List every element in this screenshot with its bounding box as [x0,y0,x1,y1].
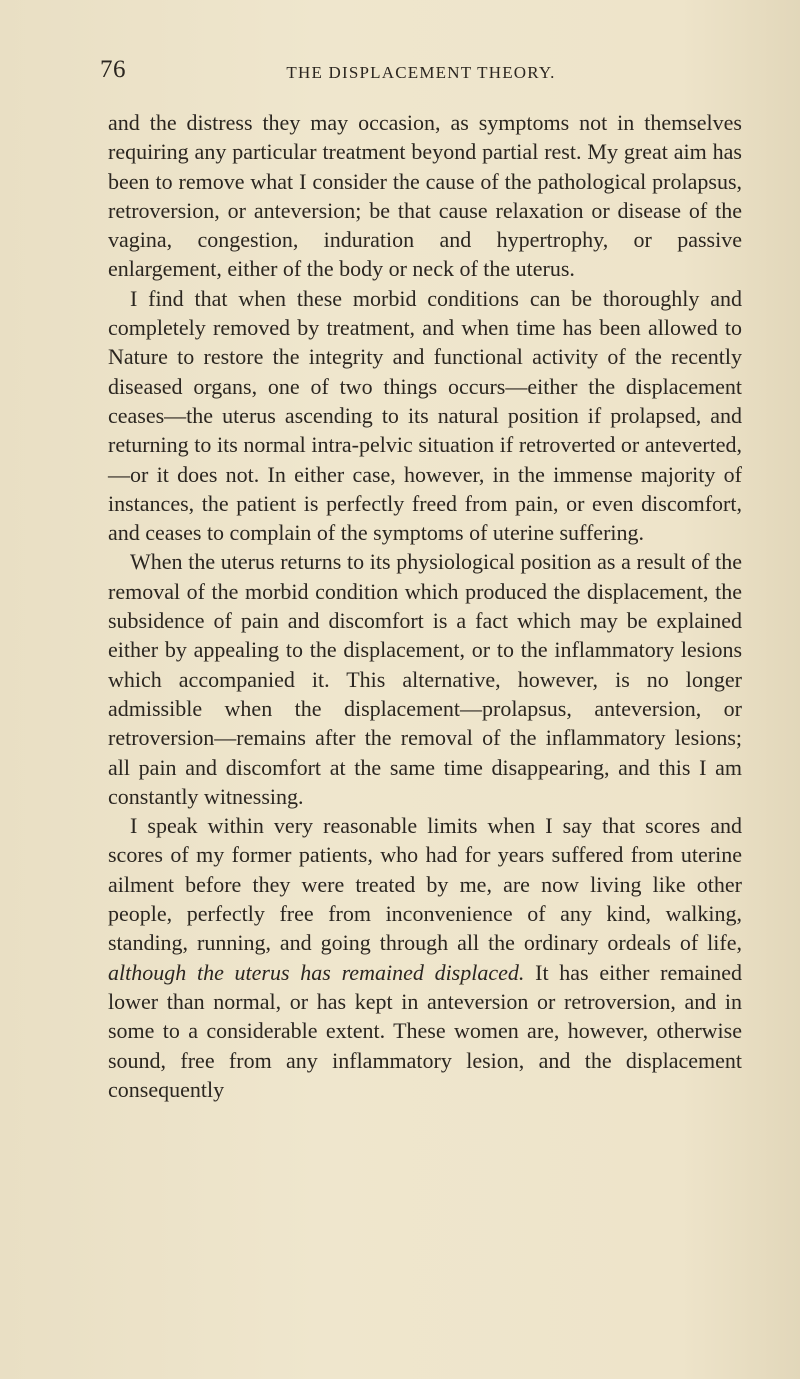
paragraph: When the uterus returns to its physiological position as a result of the removal of the morbid condition which produced the displacement, the subsidence of pain and discomfort is a fact which may be explained either by appealing to the displacement, or to the inflammatory lesions which accompanied it. This alternative, however, is no longer admissible when the displacement—prolapsus, anteversion, or retroversion—remains after the removal of the inflammatory lesions; all pain and discomfort at the same time disappearing, and this I am constantly witnessing. [108,549,742,809]
paragraph-text: It has either remained lower than normal, or has kept in anteversion or retroversion, and in some to a considerable extent. These women are, however, otherwise sound, free from any inflammatory lesion, and the displacement consequently [108,959,742,1102]
body-text [108,108,742,1104]
italic-phrase: although the uterus has remained displaced. [108,959,525,985]
paragraph-text: I speak within very reasonable limits when I say that scores and scores of my former patients, who had for years suffered from uterine ailment before they were treated by me, are now living like other people, perfectly free from inconvenience of any kind, walking, standing, running, and going through all the ordinary ordeals of life, [108,813,742,956]
paragraph [108,811,742,1104]
page-header [100,56,742,86]
running-title: THE DISPLACEMENT THEORY. [286,63,556,82]
paragraph: I find that when these morbid conditions can be thoroughly and completely removed by treatment, and when time has been allowed to Nature to restore the integrity and functional activity of the recently diseased organs, one of two things occurs—either the displacement ceases—the uterus ascending to its natural position if prolapsed, and returning to its normal intra-pelvic situation if retroverted or anteverted,—or it does not. In either case, however, in the immense majority of instances, the patient is perfectly freed from pain, or even discomfort, and ceases to complain of the symptoms of uterine suffering. [108,285,742,546]
page-number: 76 [100,56,126,83]
paragraph: and the distress they may occasion, as symptoms not in themselves requiring any particular treatment beyond partial rest. My great aim has been to remove what I consider the cause of the pathological prolapsus, retroversion, or anteversion; be that cause relaxation or disease of the vagina, congestion, induration and hypertrophy, or passive enlargement, either of the body or neck of the uterus. [108,110,742,282]
